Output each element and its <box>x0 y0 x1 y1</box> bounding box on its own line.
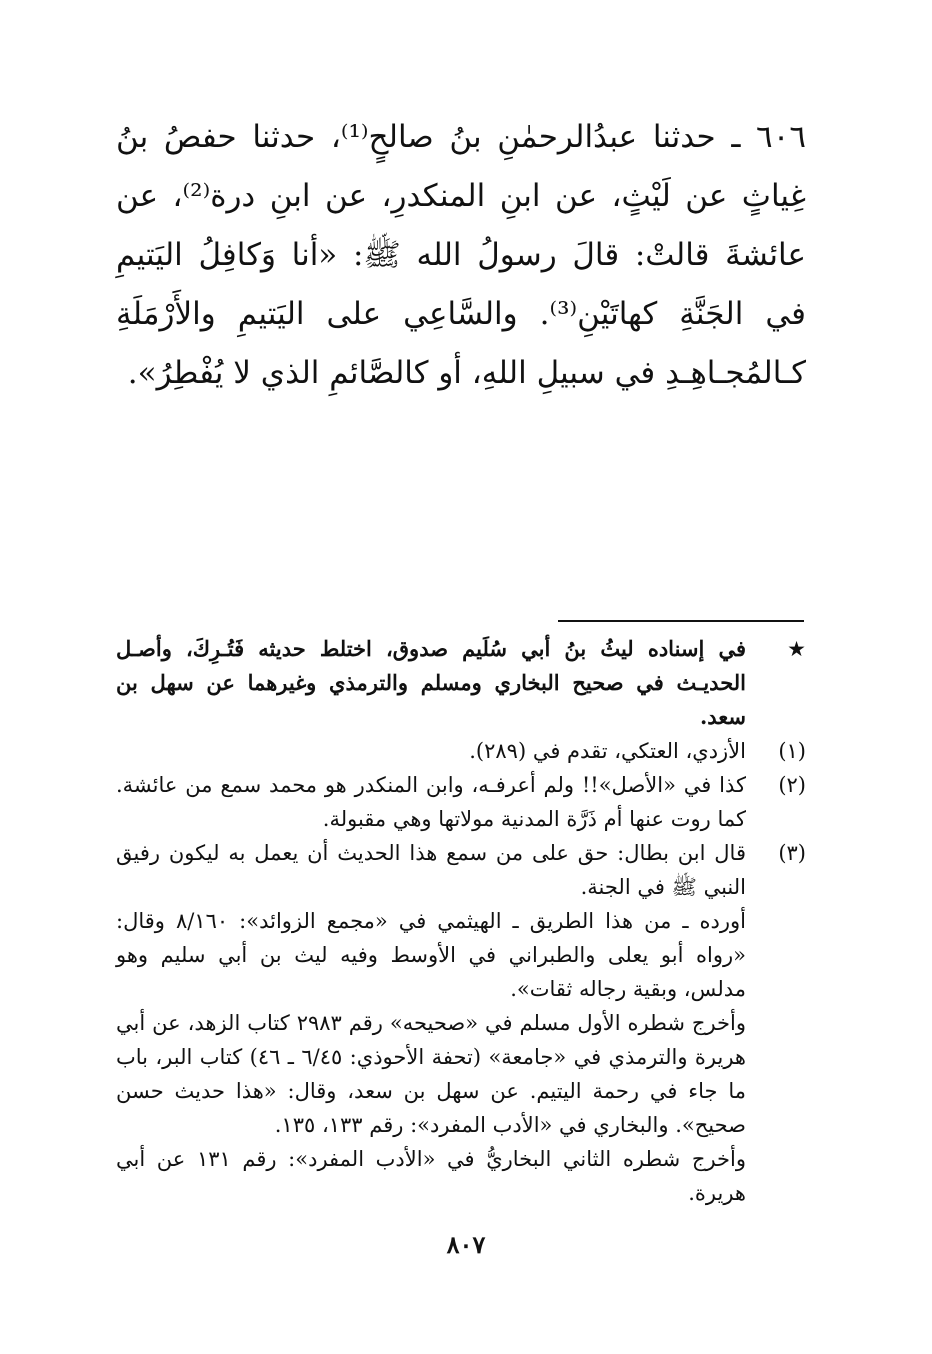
footnote-2-marker: (٢) <box>778 773 806 797</box>
footnote-star-marker: ★ <box>787 637 806 661</box>
footnote-3 <box>116 836 806 904</box>
footnote-star <box>116 632 806 734</box>
footnotes-block <box>116 632 806 1210</box>
footnote-star-text: في إسناده ليثُ بنُ أبي سُلَيم صدوق، اختلط حديثه فَتُـرِكَ، وأصـل الحديـث في صحيح البخاري ومسلم والترمذي وغيرهما عن سهل بن سعد. <box>116 636 746 729</box>
footnote-divider <box>558 620 804 622</box>
page-number: ٨٠٧ <box>446 1230 486 1259</box>
footnote-3-paragraph-3: وأخرج شطره الثاني البخاريُّ في «الأدب المفرد»: رقم ١٣١ عن أبي هريرة. <box>116 1147 746 1205</box>
footnote-1 <box>116 734 806 768</box>
footnote-3-text: قال ابن بطال: حق على من سمع هذا الحديث أن يعمل به ليكون رفيق النبي ﷺ في الجنة. <box>116 841 746 899</box>
footnote-3-paragraph-2: وأخرج شطره الأول مسلم في «صحيحه» رقم ٢٩٨٣ كتاب الزهد، عن أبي هريرة والترمذي في «جامعة» (تحفة الأحوذي: ٦/٤٥ ـ ٤٦) كتاب البر، باب ما جاء في رحمة اليتيم. عن سهل بن سعد، وقال: «هذا حديث حسن صحيح». والبخاري في «الأدب المفرد»: رقم ١٣٣، ١٣٥. <box>116 1011 747 1137</box>
hadith-number: ٦٠٦ ـ <box>731 119 806 155</box>
hadith-body: حدثنا عبدُالرحمٰنِ بنُ صالحٍ⁽¹⁾، حدثنا حفصُ بنُ غِياثٍ عن لَيْثٍ، عن ابنِ المنكدرِ، عن ابنِ درة⁽²⁾، عن عائشةَ قالتْ: قالَ رسولُ الله ﷺ: «أنا وَكافِلُ اليَتيمِ في الجَنَّةِ كهاتَيْنِ⁽³⁾. والسَّاعِي على اليَتيمِ والأَرْمَلَةِ كـالمُجـاهِـدِ في سبيلِ اللهِ، أو كالصَّائمِ الذي لا يُفْطِرُ». <box>116 119 806 391</box>
footnote-1-marker: (١) <box>778 739 806 763</box>
hadith-text-block <box>116 108 806 403</box>
footnote-3-paragraph-1: أورده ـ من هذا الطريق ـ الهيثمي في «مجمع الزوائد»: ٨/١٦٠ وقال: «رواه أبو يعلى والطبراني في الأوسط وفيه ليث بن أبي سليم وهو مدلس، وبقية رجاله ثقات». <box>116 909 746 1001</box>
footnote-2 <box>116 768 806 836</box>
footnote-2-text: كذا في «الأصل»!! ولم أعرفـه، وابن المنكدر هو محمد سمع من عائشة. كما روت عنها أم ذَرَّة المدنية مولاتها وهي مقبولة. <box>116 773 746 831</box>
footnote-3-marker: (٣) <box>778 841 806 865</box>
footnote-1-text: الأزدي، العتكي، تقدم في (٢٨٩). <box>469 739 746 763</box>
